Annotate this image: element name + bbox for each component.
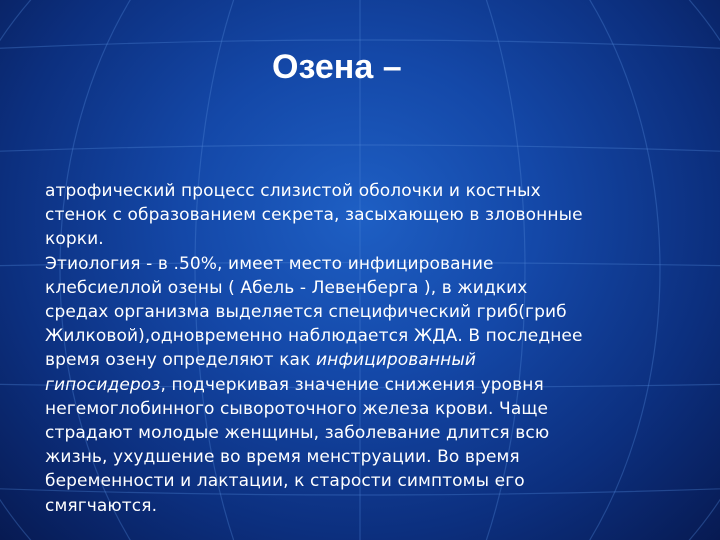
body-line: средах организма выделяется специфический гриб(гриб <box>45 302 567 323</box>
body-line: Жилковой),одновременно наблюдается ЖДА. В последнее <box>45 326 583 347</box>
slide-title: Озена – <box>272 48 402 86</box>
italic-term: инфицированный <box>315 350 477 371</box>
body-line-text: , подчеркивая значение снижения уровня <box>160 374 544 395</box>
body-line: стенок с образованием секрета, засыхающею в зловонные <box>45 205 583 226</box>
body-line: смягчаются. <box>45 495 158 516</box>
body-line <box>45 373 695 397</box>
body-line: беременности и лактации, к старости симптомы его <box>45 471 525 492</box>
body-line: корки. <box>45 229 104 250</box>
body-line: Этиология - в .50%, имеет место инфицирование <box>45 253 494 274</box>
body-line: клебсиеллой озены ( Абель - Левенберга ), в жидких <box>45 277 528 298</box>
italic-term: гипосидероз <box>45 374 161 395</box>
body-line: негемоглобинного сывороточного железа крови. Чаще <box>45 398 549 419</box>
slide-body-text <box>45 179 695 518</box>
body-line-text: время озену определяют как <box>45 350 316 371</box>
body-line: жизнь, ухудшение во время менструации. Во время <box>45 447 520 468</box>
body-line: атрофический процесс слизистой оболочки и костных <box>45 181 541 201</box>
body-line: страдают молодые женщины, заболевание длится всю <box>45 423 550 444</box>
body-line <box>45 348 695 372</box>
